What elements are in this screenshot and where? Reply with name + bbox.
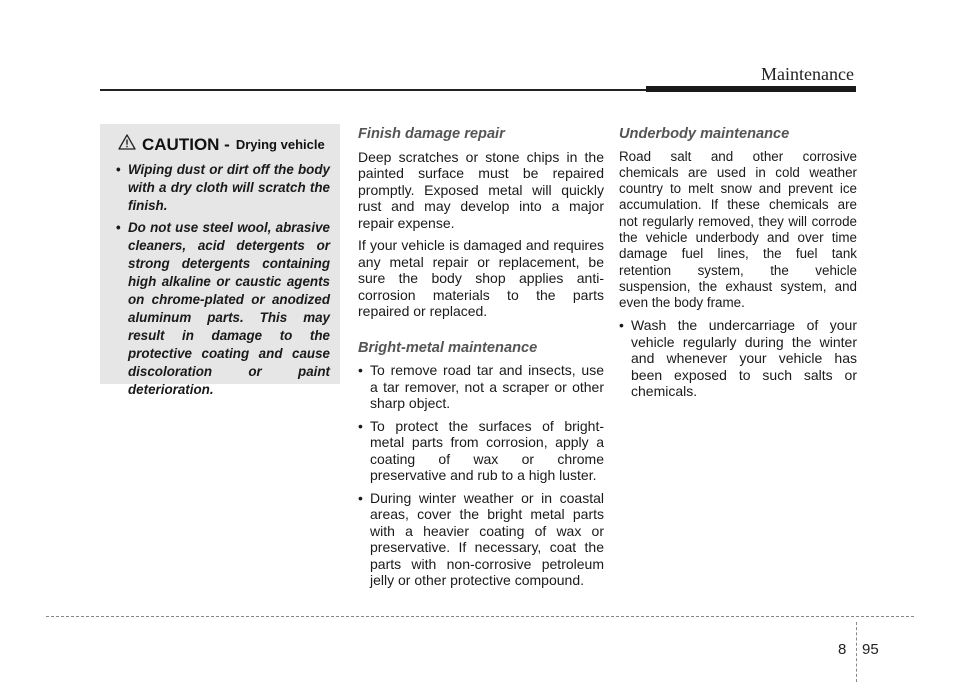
caution-item: • Do not use steel wool, abrasive cleaners, acid detergents or strong detergents containing high alkaline or caustic agents on chrome-plated or anodized aluminum parts. This may result in damage to the protective coating and cause discoloration or paint deterioration.	[114, 219, 330, 399]
page-chapter: 8	[838, 641, 847, 658]
caution-heading	[114, 134, 330, 155]
underbody-heading: Underbody maintenance	[619, 126, 790, 142]
page-divider	[856, 622, 857, 682]
underbody-item: • Wash the undercarriage of your vehicle regularly during the winter and whenever your vehicle has been exposed to such salts or chemicals.	[619, 317, 857, 400]
caution-item: • Wiping dust or dirt off the body with a dry cloth will scratch the finish.	[114, 161, 330, 215]
page-number: 95	[862, 641, 879, 658]
bright-item: • To protect the surfaces of bright-metal parts from corrosion, apply a coating of wax or chrome preservative and rub to a high luster.	[358, 418, 604, 484]
finish-heading: Finish damage repair	[358, 126, 505, 142]
finish-paragraph: Deep scratches or stone chips in the painted surface must be repaired promptly. Exposed metal will quickly rust and may develop into a major repair expense.	[358, 148, 604, 231]
bright-list	[358, 362, 604, 589]
caution-word: CAUTION -	[142, 134, 230, 154]
underbody-paragraph: Road salt and other corrosive chemicals are used in cold weather country to melt snow and prevent ice accumulation. If these chemicals are not regularly removed, they will corrode the vehicle underbody and over time damage fuel lines, the fuel tank retention system, the vehicle suspension, the exhaust system, and even the body frame.	[619, 148, 857, 311]
warning-triangle-icon	[118, 134, 136, 155]
bright-item: • To remove road tar and insects, use a tar remover, not a scraper or other sharp object.	[358, 362, 604, 412]
column-underbody	[619, 126, 857, 406]
header-title: Maintenance	[761, 64, 854, 84]
header-bar	[646, 86, 856, 92]
caution-list	[114, 161, 330, 399]
caution-subtitle: Drying vehicle	[235, 137, 325, 152]
footer-rule	[46, 616, 914, 617]
underbody-list	[619, 317, 857, 400]
finish-paragraph: If your vehicle is damaged and requires any metal repair or replacement, be sure the body shop applies anti-corrosion materials to the parts repaired or replaced.	[358, 237, 604, 319]
bright-heading: Bright-metal maintenance	[358, 339, 538, 356]
column-finish-bright	[358, 126, 604, 595]
bright-item: • During winter weather or in coastal areas, cover the bright metal parts with a heavier coating of wax or preservative. If necessary, coat the parts with non-corrosive petroleum jelly or other protective compound.	[358, 490, 604, 589]
caution-box	[100, 124, 340, 397]
